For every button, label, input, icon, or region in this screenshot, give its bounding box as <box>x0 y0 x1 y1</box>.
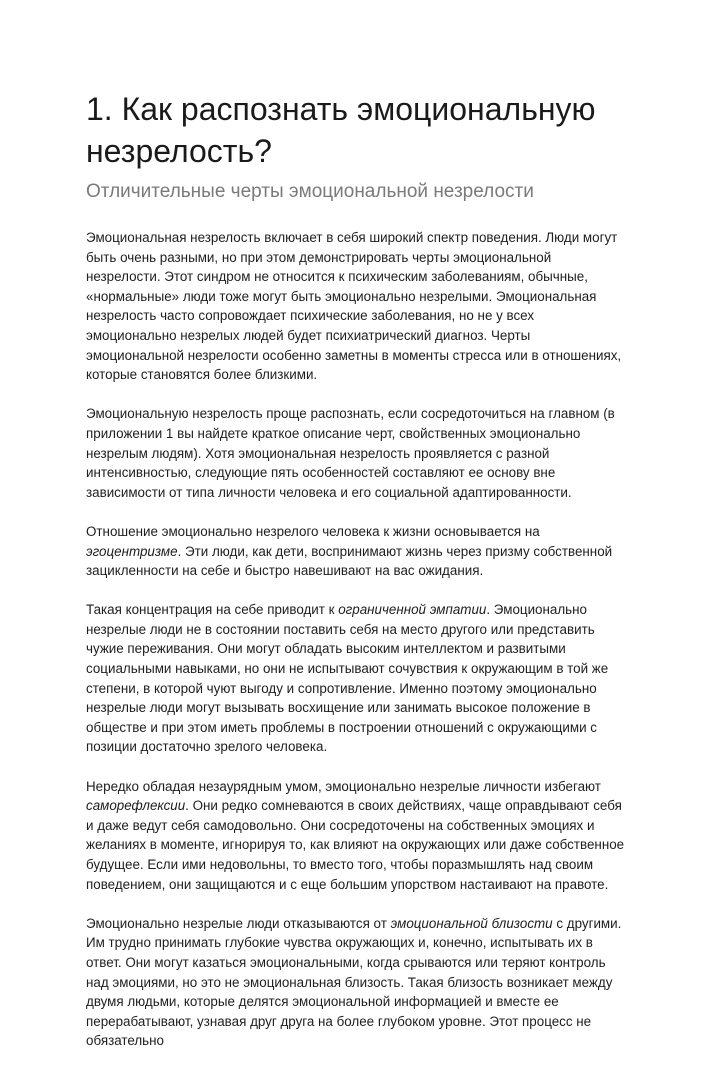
italic-term: эмоциональной близости <box>390 915 553 931</box>
text-run: Эмоционально незрелые люди отказываются от <box>86 915 391 931</box>
paragraph <box>86 404 626 502</box>
text-run: Такая концентрация на себе приводит к <box>86 602 339 618</box>
paragraph <box>86 522 626 581</box>
text-run: . Эмоционально незрелые люди не в состоянии поставить себя на место другого или представить чужие переживания. Они могут обладать высоким интеллектом и развитыми социальными навыками, но они не испытывают сочувствия к окружающим в той же степени, в которой чуют выгоду и сопротивление. Именно поэтому эмоционально незрелые люди могут вызывать восхищение или занимать высокое положение в обществе и при этом иметь проблемы в построении отношений с окружающими с позиции достаточно зрелого человека. <box>86 602 609 755</box>
paragraph <box>86 600 626 757</box>
text-run: Эмоциональная незрелость включает в себя широкий спектр поведения. Люди могут быть очень разными, но при этом демонстрировать черты эмоциональной незрелости. Этот синдром не относится к психическим заболеваниям, обычные, «нормальные» люди тоже могут быть эмоционально незрелыми. Эмоциональная незрелость часто сопровождает психические заболевания, но не у всех эмоционально незрелых людей будет психиатрический диагноз. Черты эмоциональной незрелости особенно заметны в моменты стресса или в отношениях, которые становятся более близкими. <box>86 230 622 383</box>
text-run: с другими. Им трудно принимать глубокие чувства окружающих и, конечно, испытывать их в ответ. Они могут казаться эмоциональными, когда срываются или теряют контроль над эмоциями, но это не эмоциональная близость. Такая близость возникает между двумя людьми, которые делятся эмоциональной информацией и вместе ее перерабатывают, узнавая друг друга на более глубоком уровне. Этот процесс не обязательно <box>86 915 622 1049</box>
text-run: Отношение эмоционально незрелого человека к жизни основывается на <box>86 523 540 539</box>
paragraph <box>86 914 626 1051</box>
italic-term: эгоцентризме <box>86 543 178 559</box>
text-run: Эмоциональную незрелость проще распознать, если сосредоточиться на главном (в приложении 1 вы найдете краткое описание черт, свойственных эмоционально незрелым людям). Хотя эмоциональная незрелость проявляется с разной интенсивностью, следующие пять особенностей составляют ее основу вне зависимости от типа личности человека и его социальной адаптированности. <box>86 406 615 500</box>
paragraph <box>86 228 626 385</box>
chapter-title: 1. Как распознать эмоциональную незрелость? <box>86 91 596 169</box>
text-run: Нередко обладая незаурядным умом, эмоционально незрелые личности избегают <box>86 778 601 794</box>
text-run: . Они редко сомневаются в своих действиях, чаще оправдывают себя и даже ведут себя самодовольно. Они сосредоточены на собственных эмоциях и желаниях в моменте, игнорируя то, как влияют на окружающих или даже собственное будущее. Если ими недовольны, то вместо того, чтобы поразмышлять над своим поведением, они защищаются и с еще большим упорством настаивают на правоте. <box>86 798 625 892</box>
chapter-subtitle: Отличительные черты эмоциональной незрелости <box>86 181 534 202</box>
text-run: . Эти люди, как дети, воспринимают жизнь через призму собственной зацикленности на себе и быстро навешивают на вас ожидания. <box>86 543 613 579</box>
italic-term: саморефлексии <box>86 798 186 814</box>
paragraph <box>86 777 626 895</box>
italic-term: ограниченной эмпатии <box>338 602 487 618</box>
body-text <box>86 228 626 1051</box>
document-page <box>86 88 626 1071</box>
